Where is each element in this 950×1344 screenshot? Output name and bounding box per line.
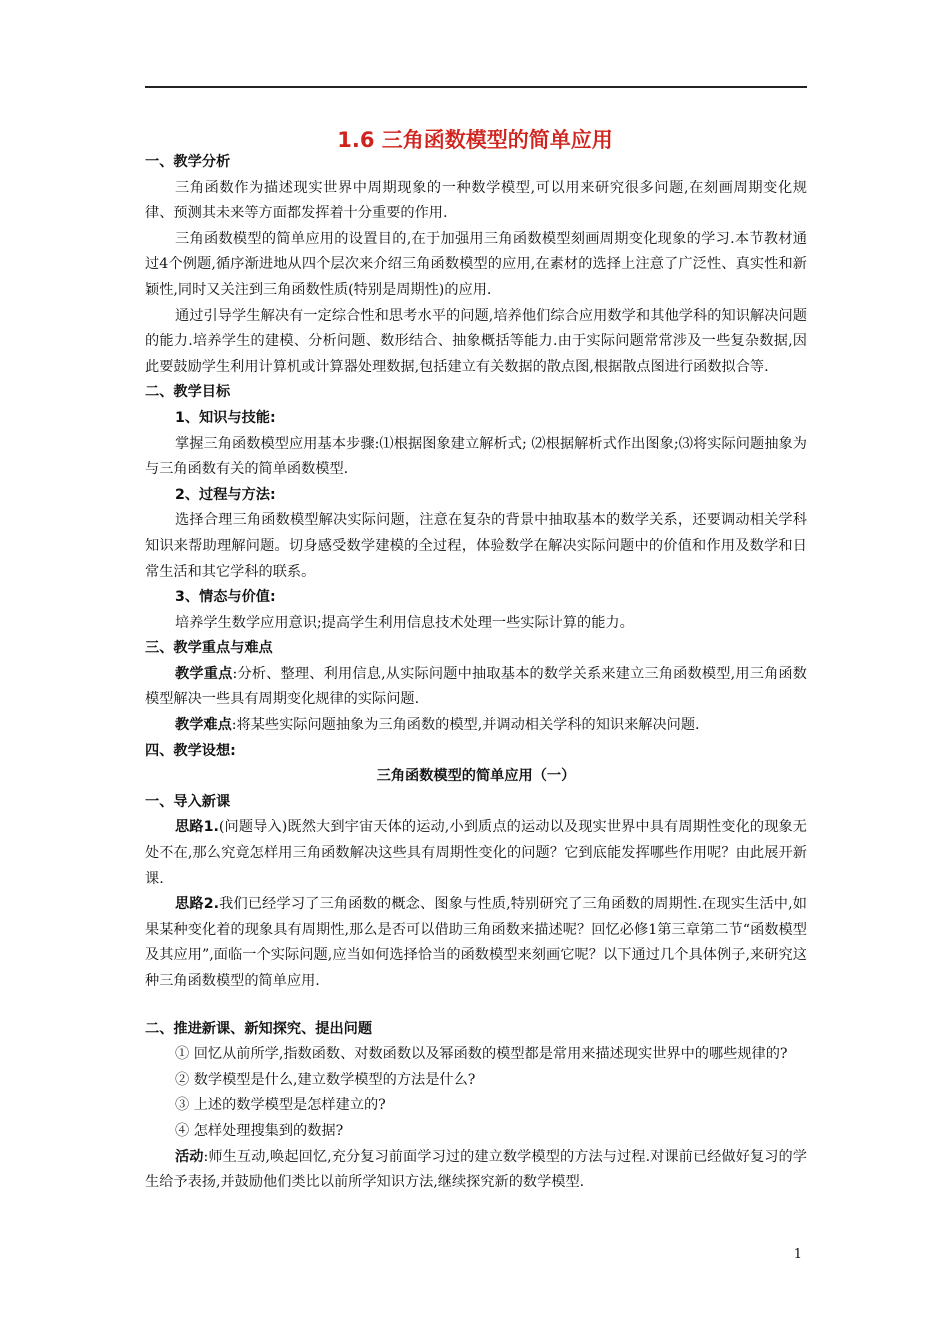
question-4: ④ 怎样处理搜集到的数据? (175, 1122, 344, 1139)
document-body (145, 150, 807, 1196)
question-3: ③ 上述的数学模型是怎样建立的? (175, 1097, 386, 1114)
spacer (145, 995, 807, 1017)
label-idea-1: 思路1. (175, 819, 219, 836)
text-difficulty: :将某些实际问题抽象为三角函数的模型,并调动相关学科的知识来解决问题. (231, 717, 700, 734)
paragraph: 选择合理三角函数模型解决实际问题，注意在复杂的背景中抽取基本的数学关系，还要调动相关学科知识来帮助理解问题。切身感受数学建模的全过程，体验数学在解决实际问题中的价值和作用及数学和日常生活和其它学科的联系。 (145, 512, 807, 580)
text-idea-1: (问题导入)既然大到宇宙天体的运动,小到质点的运动以及现实世界中具有周期性变化的现象无处不在,那么究竟怎样用三角函数解决这些具有周期性变化的问题？它到底能发挥哪些作用呢？由此展开新课. (145, 819, 807, 887)
label-difficulty: 教学难点 (175, 717, 232, 734)
paragraph: 三角函数作为描述现实世界中周期现象的一种数学模型,可以用来研究很多问题,在刻画周期变化规律、预测其未来等方面都发挥着十分重要的作用. (145, 179, 807, 222)
paragraph: 通过引导学生解决有一定综合性和思考水平的问题,培养他们综合应用数学和其他学科的知识解决问题的能力.培养学生的建模、分析问题、数形结合、抽象概括等能力.由于实际问题常常涉及一些复杂数据,因此要鼓励学生利用计算机或计算器处理数据,包括建立有关数据的散点图,根据散点图进行函数拟合等. (145, 307, 807, 375)
paragraph: 掌握三角函数模型应用基本步骤:⑴根据图象建立解析式; ⑵根据解析式作出图象;⑶将实际问题抽象为与三角函数有关的简单函数模型. (145, 435, 807, 478)
header-rule (145, 86, 807, 88)
subsection-heading: 1、知识与技能: (175, 409, 276, 426)
text-key-point: :分析、整理、利用信息,从实际问题中抽取基本的数学关系来建立三角函数模型,用三角函数模型解决一些具有周期变化规律的实际问题. (145, 665, 807, 708)
page-number: 1 (793, 1247, 802, 1262)
section-heading: 四、教学设想: (145, 742, 236, 759)
text-idea-2: 我们已经学习了三角函数的概念、图象与性质,特别研究了三角函数的周期性.在现实生活中,如果某种变化着的现象具有周期性,那么是否可以借助三角函数来描述呢？回忆必修1第三章第二节“函数模型及其应用”,面临一个实际问题,应当如何选择恰当的函数模型来刻画它呢？以下通过几个具体例子,来研究这种三角函数模型的简单应用. (145, 896, 807, 989)
paragraph-idea-1 (145, 815, 807, 892)
lesson-subtitle: 三角函数模型的简单应用（一） (376, 768, 576, 785)
text-activity: :师生互动,唤起回忆,充分复习前面学习过的建立数学模型的方法与过程.对课前已经做好复习的学生给予表扬,并鼓励他们类比以前所学知识方法,继续探究新的数学模型. (145, 1148, 807, 1191)
page-title: 1.6 三角函数模型的简单应用 (337, 128, 613, 152)
question-1: ① 回忆从前所学,指数函数、对数函数以及幂函数的模型都是常用来描述现实世界中的哪些规律的? (175, 1046, 788, 1063)
label-idea-2: 思路2. (175, 896, 219, 913)
label-key-point: 教学重点 (175, 665, 233, 682)
paragraph-idea-2 (145, 892, 807, 994)
section-heading: 一、教学分析 (145, 154, 231, 170)
paragraph-activity (145, 1145, 807, 1196)
section-heading: 二、教学目标 (145, 384, 231, 401)
label-activity: 活动 (175, 1148, 204, 1165)
question-2: ② 数学模型是什么,建立数学模型的方法是什么? (175, 1071, 476, 1088)
paragraph: 三角函数模型的简单应用的设置目的,在于加强用三角函数模型刻画周期变化现象的学习.本节教材通过4个例题,循序渐进地从四个层次来介绍三角函数模型的应用,在素材的选择上注意了广泛性、真实性和新颖性,同时又关注到三角函数性质(特别是周期性)的应用. (145, 230, 807, 298)
section-heading: 三、教学重点与难点 (145, 640, 273, 657)
paragraph-key-point (145, 662, 807, 713)
subsection-heading: 3、情态与价值: (175, 589, 276, 606)
paragraph: 培养学生数学应用意识;提高学生利用信息技术处理一些实际计算的能力。 (175, 614, 634, 631)
section-heading: 一、导入新课 (145, 793, 231, 810)
section-heading: 二、推进新课、新知探究、提出问题 (145, 1020, 373, 1037)
subsection-heading: 2、过程与方法: (175, 486, 276, 503)
paragraph-difficulty (145, 713, 807, 739)
